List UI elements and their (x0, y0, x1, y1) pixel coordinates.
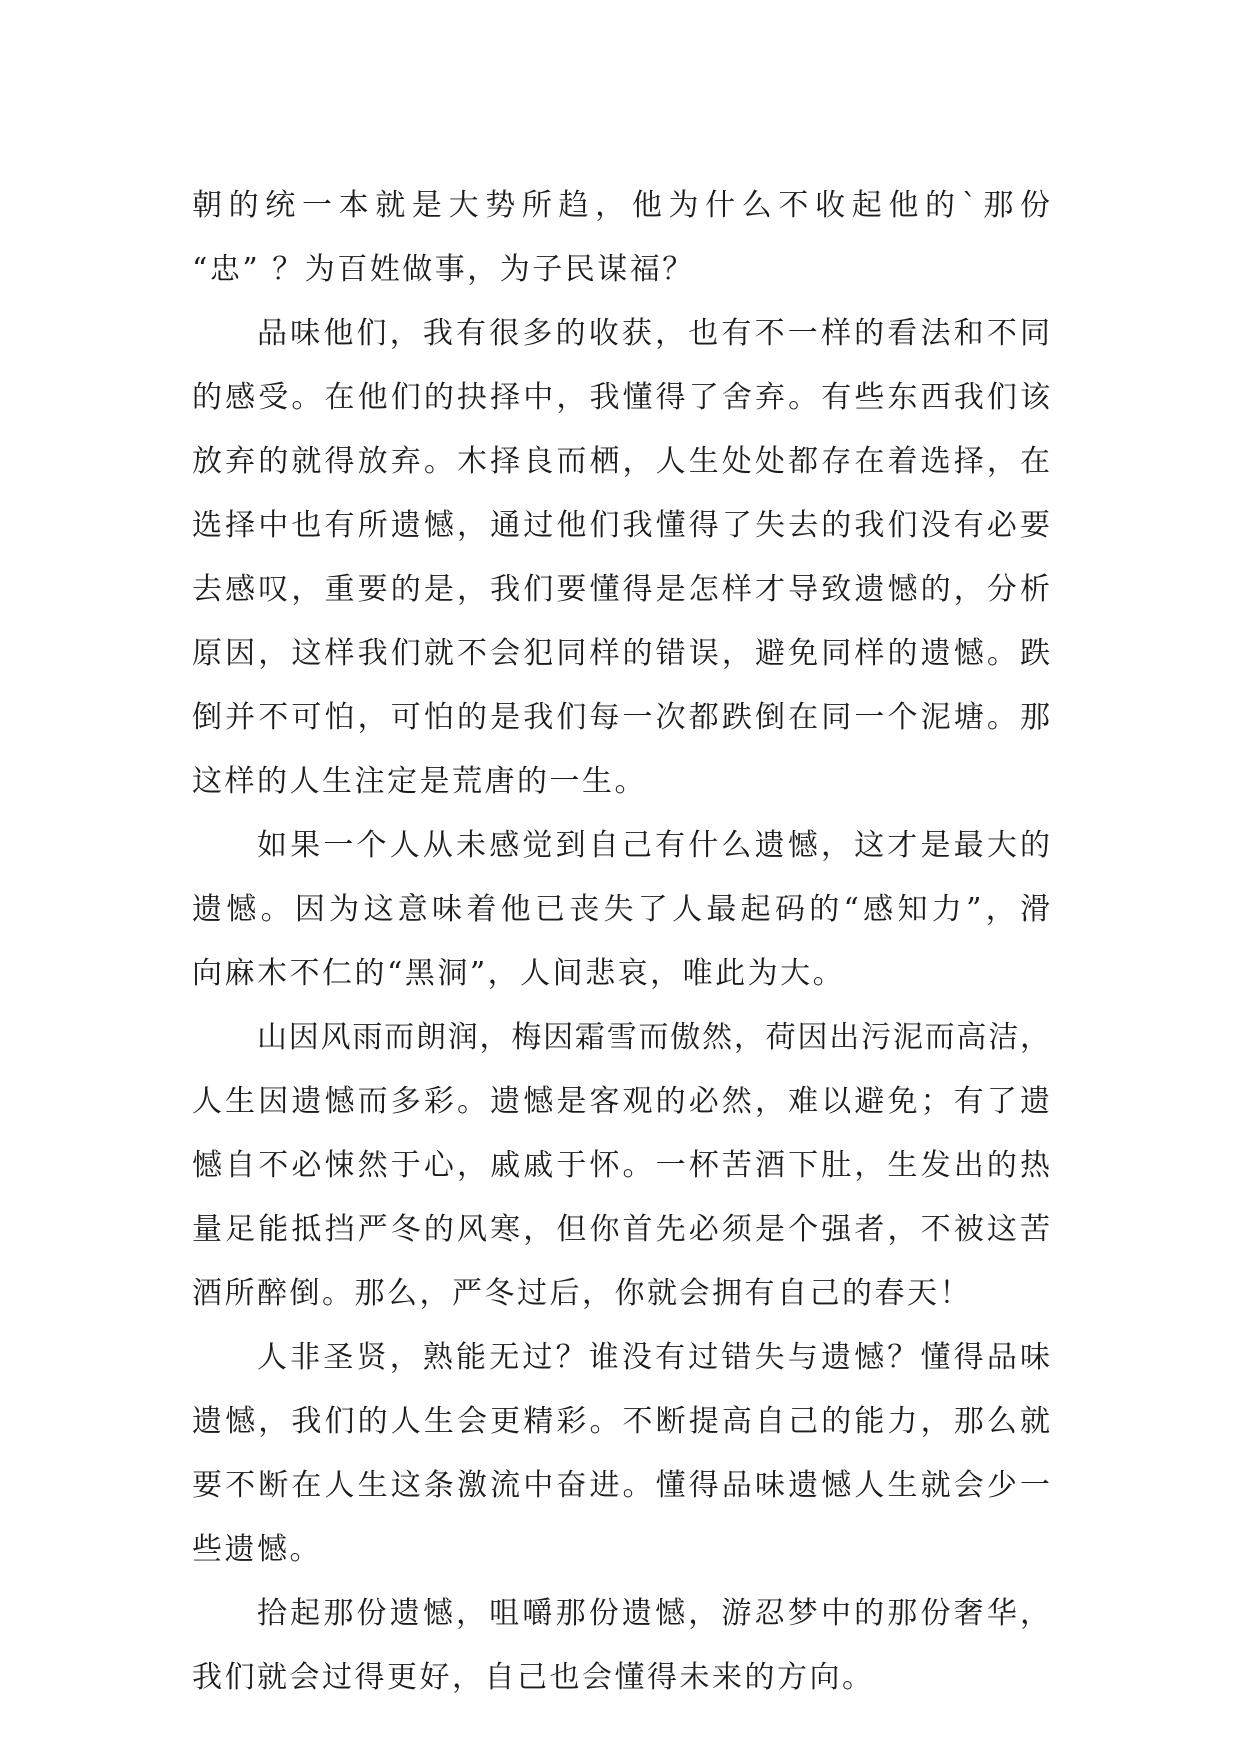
text-line: 放弃的就得放弃。木择良而栖，人生处处都存在着选择，在 (192, 444, 1050, 479)
text-line: 些遗憾。 (192, 1532, 322, 1567)
paragraph (192, 174, 1050, 302)
paragraph (192, 1326, 1050, 1582)
text-line: 拾起那份遗憾，咀嚼那份遗憾，游忍梦中的那份奢华， (257, 1596, 1050, 1631)
paragraph (192, 302, 1050, 814)
text-line: 如果一个人从未感觉到自己有什么遗憾，这才是最大的 (257, 828, 1050, 863)
text-line: 憾自不必悚然于心，戚戚于怀。一杯苦酒下肚，生发出的热 (192, 1148, 1050, 1183)
text-line: 人非圣贤，熟能无过？谁没有过错失与遗憾？懂得品味 (257, 1340, 1050, 1375)
text-line: 向麻木不仁的“黑洞”，人间悲哀，唯此为大。 (192, 956, 846, 991)
text-line: “忠” ？为百姓做事，为子民谋福？ (192, 252, 695, 287)
text-line: 人生因遗憾而多彩。遗憾是客观的必然，难以避免；有了遗 (192, 1084, 1050, 1119)
body-text (192, 174, 1050, 1710)
text-line: 要不断在人生这条激流中奋进。懂得品味遗憾人生就会少一 (192, 1468, 1050, 1503)
paragraph (192, 1582, 1050, 1710)
text-line: 遗憾，我们的人生会更精彩。不断提高自己的能力，那么就 (192, 1404, 1050, 1439)
text-line: 山因风雨而朗润，梅因霜雪而傲然，荷因出污泥而高洁， (257, 1020, 1050, 1055)
paragraph (192, 1006, 1050, 1326)
text-line: 选择中也有所遗憾，通过他们我懂得了失去的我们没有必要 (192, 508, 1050, 543)
text-line: 的感受。在他们的抉择中，我懂得了舍弃。有些东西我们该 (192, 380, 1050, 415)
text-line: 我们就会过得更好，自己也会懂得未来的方向。 (192, 1660, 875, 1695)
text-line: 品味他们，我有很多的收获，也有不一样的看法和不同 (257, 316, 1050, 351)
text-line: 酒所醉倒。那么，严冬过后，你就会拥有自己的春天！ (192, 1276, 972, 1311)
text-line: 这样的人生注定是荒唐的一生。 (192, 764, 647, 799)
paragraph (192, 814, 1050, 1006)
text-line: 去感叹，重要的是，我们要懂得是怎样才导致遗憾的，分析 (192, 572, 1050, 607)
text-line: 朝的统一本就是大势所趋，他为什么不收起他的`那份 (192, 188, 1050, 223)
text-line: 遗憾。因为这意味着他已丧失了人最起码的“感知力”，滑 (192, 892, 1050, 927)
text-line: 量足能抵挡严冬的风寒，但你首先必须是个强者，不被这苦 (192, 1212, 1050, 1247)
text-line: 倒并不可怕，可怕的是我们每一次都跌倒在同一个泥塘。那 (192, 700, 1050, 735)
text-line: 原因，这样我们就不会犯同样的错误，避免同样的遗憾。跌 (192, 636, 1050, 671)
